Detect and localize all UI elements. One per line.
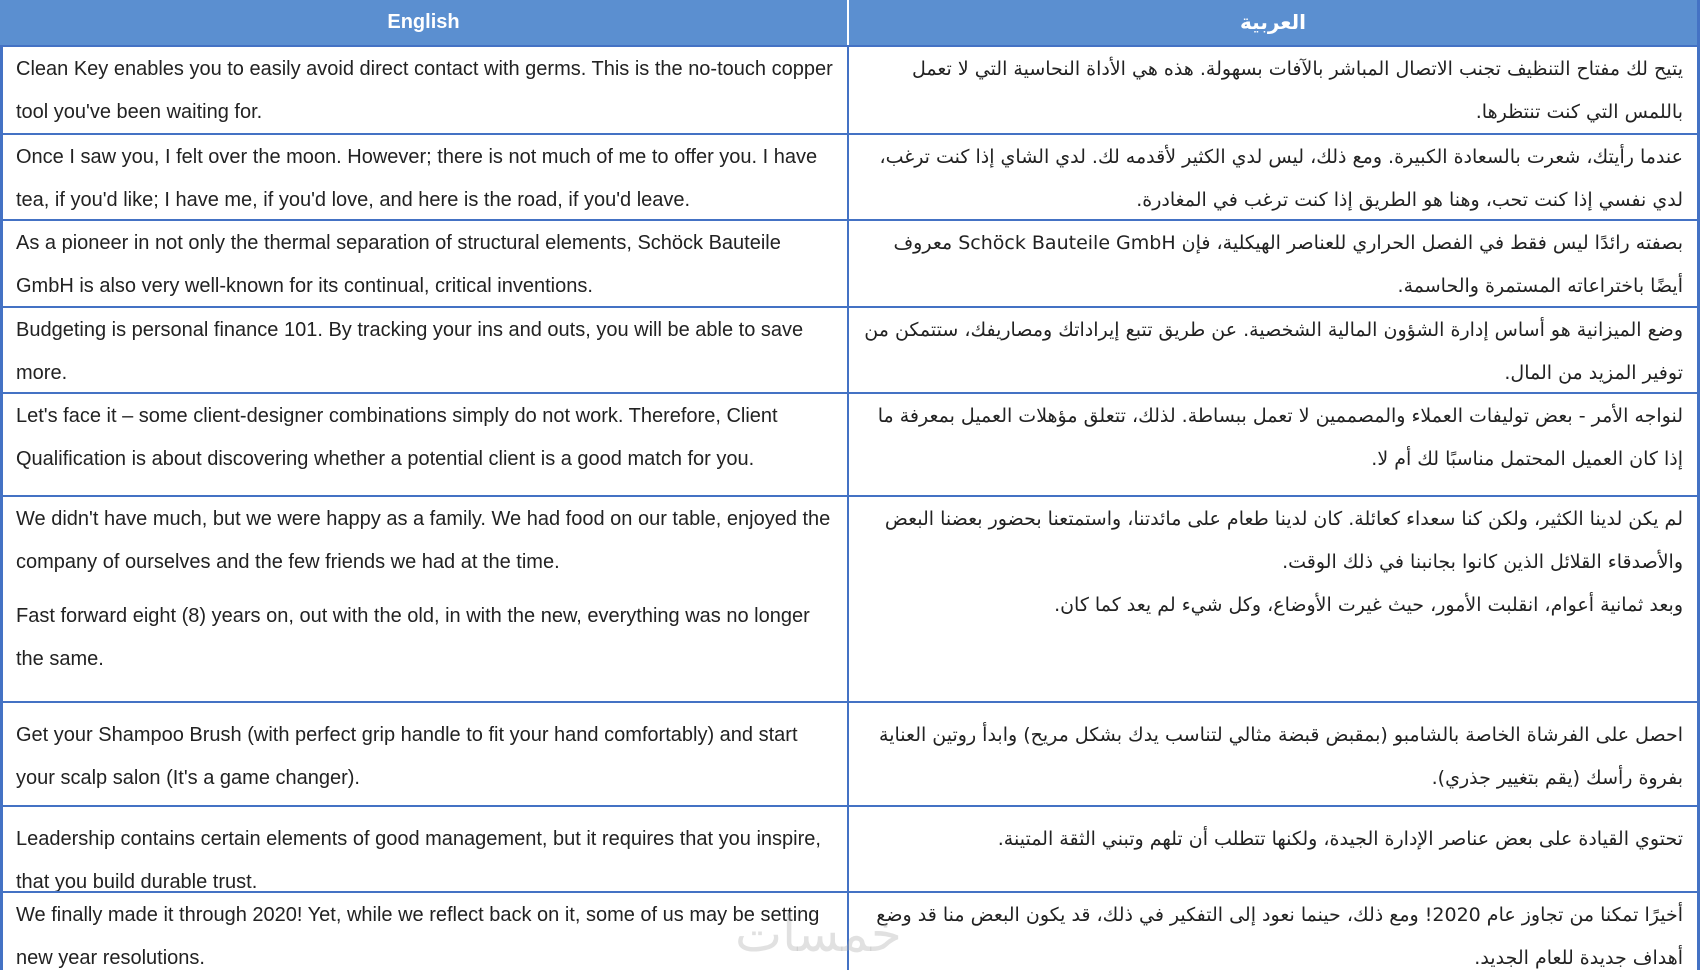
cell-text: تحتوي القيادة على بعض عناصر الإدارة الجيدة، ولكنها تتطلب أن تلهم وتبني الثقة المتينة. [997,828,1683,850]
cell-text: Once I saw you, I felt over the moon. However; there is not much of me to offer you. I have tea, if you'd like; I have me, if you'd love, and here is the road, if you'd leave. [16,146,818,211]
cell-text: لم يكن لدينا الكثير، ولكن كنا سعداء كعائلة. كان لدينا طعام على مائدتنا، واستمتعنا بحضور بعضنا البعض والأصدقاء القلائل الذين كانوا بجانبنا في ذلك الوقت. [884,508,1683,573]
cell-text: بصفته رائدًا ليس فقط في الفصل الحراري للعناصر الهيكلية، فإن Schöck Bauteile GmbH معروف أيضًا باختراعاته المستمرة والحاسمة. [893,232,1683,297]
english-cell [0,891,849,970]
arabic-cell [849,133,1697,219]
arabic-cell [849,45,1697,133]
cell-text: We finally made it through 2020! Yet, while we reflect back on it, some of us may be setting new year resolutions. [16,904,820,969]
cell-text: Leadership contains certain elements of good management, but it requires that you inspire, that you build durable trust. [16,828,821,891]
cell-text: وبعد ثمانية أعوام، انقلبت الأمور، حيث غيرت الأوضاع، وكل شيء لم يعد كما كان. [1054,594,1683,616]
cell-text: يتيح لك مفتاح التنظيف تجنب الاتصال المباشر بالآفات بسهولة. هذه هي الأداة النحاسية التي لا تعمل باللمس التي كنت تنتظرها. [911,58,1683,123]
english-cell [0,45,849,133]
cell-text: Get your Shampoo Brush (with perfect grip handle to fit your hand comfortably) and start your scalp salon (It's a game changer). [16,724,798,789]
cell-text: لنواجه الأمر - بعض توليفات العملاء والمصممين لا تعمل ببساطة. لذلك، تتعلق مؤهلات العميل بمعرفة ما إذا كان العميل المحتمل مناسبًا لك أم لا. [877,405,1683,470]
cell-text: Fast forward eight (8) years on, out with the old, in with the new, everything was no longer the same. [16,605,810,670]
cell-text: أخيرًا تمكنا من تجاوز عام 2020! ومع ذلك، حينما نعود إلى التفكير في ذلك، قد يكون البعض منا قد وضع أهداف جديدة للعام الجديد. [876,904,1683,969]
cell-text: Clean Key enables you to easily avoid direct contact with germs. This is the no-touch copper tool you've been waiting for. [16,58,833,123]
arabic-cell [849,805,1697,891]
arabic-cell [849,891,1697,970]
cell-text: We didn't have much, but we were happy as a family. We had food on our table, enjoyed the company of ourselves and the few friends we had at the time. [16,508,831,573]
english-cell [0,219,849,306]
cell-text: Budgeting is personal finance 101. By tracking your ins and outs, you will be able to save more. [16,319,804,384]
english-cell [0,306,849,392]
cell-text: احصل على الفرشاة الخاصة بالشامبو (بمقبض قبضة مثالي لتناسب يدك بشكل مريح) وابدأ روتين العناية بفروة رأسك (يقم بتغيير جذري). [879,724,1683,789]
cell-text: Let's face it – some client-designer combinations simply do not work. Therefore, Client Qualification is about discovering whether a potential client is a good match for you. [16,405,778,470]
arabic-cell [849,495,1697,701]
english-cell [0,701,849,805]
english-cell [0,495,849,701]
watermark-logo: خمسات [735,905,902,963]
arabic-cell [849,219,1697,306]
english-cell [0,392,849,495]
cell-text: عندما رأيتك، شعرت بالسعادة الكبيرة. ومع ذلك، ليس لدي الكثير لأقدمه لك. لدي الشاي إذا كنت ترغب، لدي نفسي إذا كنت تحب، وهنا هو الطريق إذا كنت ترغب في المغادرة. [879,146,1683,211]
cell-text: As a pioneer in not only the thermal separation of structural elements, Schöck Bauteile GmbH is also very well-known for its continual, critical inventions. [16,232,781,297]
english-cell [0,133,849,219]
header-arabic: العربية [849,0,1697,45]
header-english: English [0,0,849,45]
cell-text: وضع الميزانية هو أساس إدارة الشؤون المالية الشخصية. عن طريق تتبع إيراداتك ومصاريفك، ستتمكن من توفير المزيد من المال. [864,319,1683,384]
english-cell [0,805,849,891]
arabic-cell [849,701,1697,805]
arabic-cell [849,306,1697,392]
arabic-cell [849,392,1697,495]
